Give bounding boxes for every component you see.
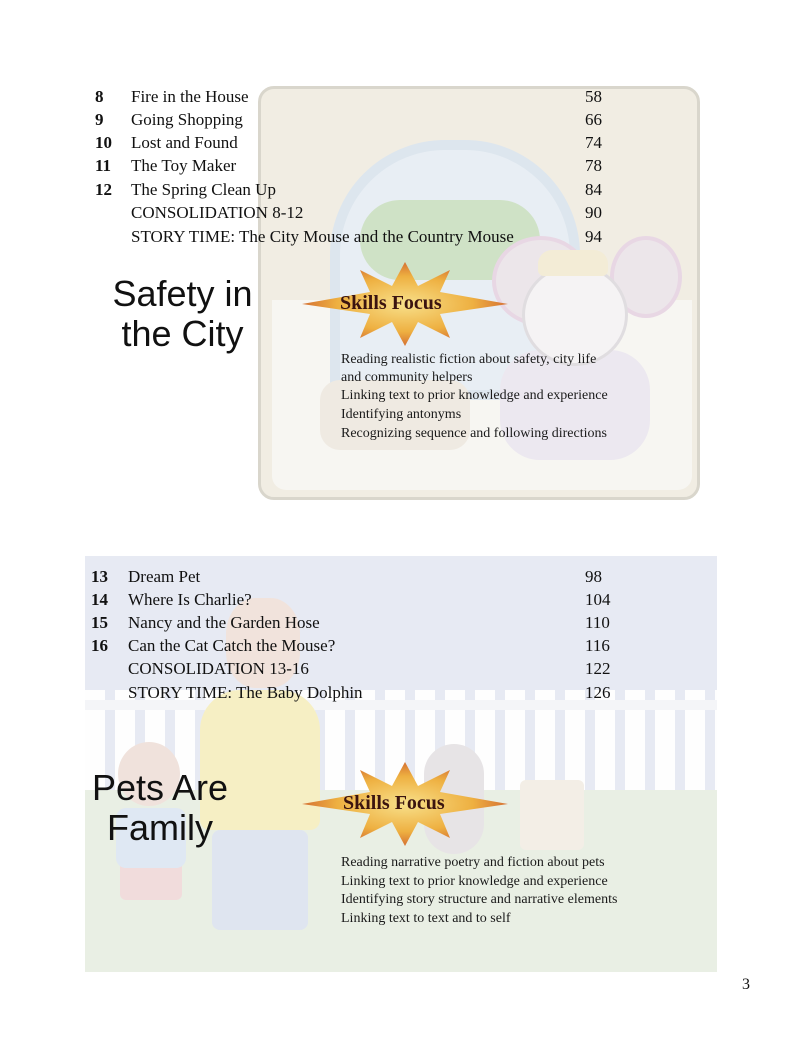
chapter-title: Going Shopping [131, 110, 243, 129]
chapter-page: 90 [585, 203, 602, 222]
skill-item: and community helpers [341, 370, 473, 385]
skill-item: Reading realistic fiction about safety, city life [341, 352, 597, 367]
theme-title-line: Family [107, 807, 213, 848]
chapter-page: 104 [585, 590, 611, 609]
chapter-page: 122 [585, 659, 611, 678]
chapter-number: 14 [91, 590, 108, 609]
chapter-number: 13 [91, 567, 108, 586]
theme-title [95, 274, 270, 354]
skill-item: Recognizing sequence and following directions [341, 426, 607, 441]
chapter-title: The Toy Maker [131, 156, 237, 175]
chapter-title: Where Is Charlie? [128, 590, 252, 609]
chapter-page: 78 [585, 156, 602, 175]
chapter-page: 74 [585, 133, 602, 152]
chapter-number: 16 [91, 636, 108, 655]
chapter-number: 12 [95, 180, 112, 199]
chapter-title: CONSOLIDATION 13-16 [128, 659, 309, 678]
chapter-number: 8 [95, 87, 104, 106]
chapter-page: 94 [585, 227, 602, 246]
chapter-number: 11 [95, 156, 112, 175]
chapter-title: Nancy and the Garden Hose [128, 613, 320, 632]
skills-focus-label: Skills Focus [343, 792, 445, 814]
mouse-hat-illustration [538, 250, 608, 276]
chapter-title: Fire in the House [131, 87, 249, 106]
chapter-page: 58 [585, 87, 602, 106]
chapter-page: 126 [585, 683, 611, 702]
page-number: 3 [742, 976, 750, 993]
skill-item: Identifying antonyms [341, 407, 462, 422]
chapter-number: 9 [95, 110, 104, 129]
theme-title-line: Pets Are [91, 767, 229, 808]
skill-item: Linking text to prior knowledge and experience [341, 874, 608, 889]
chapter-page: 66 [585, 110, 602, 129]
chapter-page: 98 [585, 567, 602, 586]
chapter-title: CONSOLIDATION 8-12 [131, 203, 304, 222]
theme-title-line: the City [121, 313, 244, 354]
chapter-number: 15 [91, 613, 108, 632]
chapter-title: STORY TIME: The City Mouse and the Country Mouse [131, 227, 514, 246]
chapter-number: 10 [95, 133, 112, 152]
chapter-title: STORY TIME: The Baby Dolphin [128, 683, 363, 702]
crate-illustration [520, 780, 584, 850]
chapter-page: 116 [585, 636, 610, 655]
chapter-title: The Spring Clean Up [131, 180, 276, 199]
skill-item: Reading narrative poetry and fiction about pets [341, 855, 605, 870]
skill-item: Linking text to text and to self [341, 911, 511, 926]
chapter-page: 84 [585, 180, 602, 199]
skill-item: Linking text to prior knowledge and experience [341, 388, 608, 403]
theme-title [85, 768, 235, 848]
chapter-title: Dream Pet [128, 567, 201, 586]
skill-item: Identifying story structure and narrative elements [341, 892, 618, 907]
chapter-title: Can the Cat Catch the Mouse? [128, 636, 336, 655]
theme-title-line: Safety in [112, 273, 253, 314]
chapter-title: Lost and Found [131, 133, 238, 152]
chapter-page: 110 [585, 613, 610, 632]
skills-focus-label: Skills Focus [340, 292, 442, 314]
